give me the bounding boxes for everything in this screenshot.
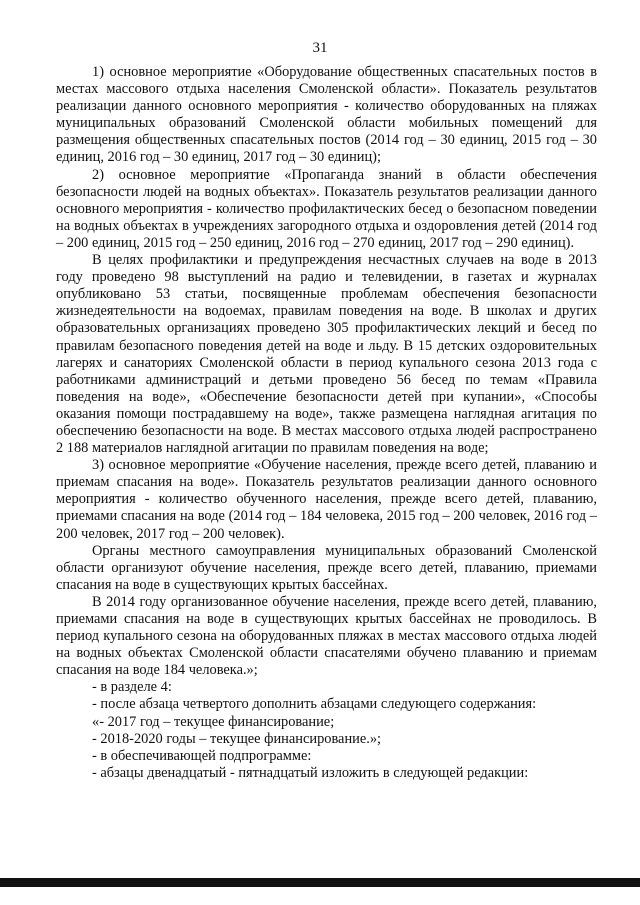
document-body xyxy=(56,64,597,782)
paragraph-measure-3: 3) основное мероприятие «Обучение населения, прежде всего детей, плаванию и приемам спасания на воде». Показатель результатов реализации данного основного мероприятия - количество обученного населения, прежде всего детей, плаванию, приемами спасания на воде (2014 год – 184 человека, 2015 год – 200 человек, 2016 год – 200 человек, 2017 год – 200 человек). xyxy=(56,457,597,542)
paragraph-2014-training: В 2014 году организованное обучение населения, прежде всего детей, плаванию, приемами спасания на воде в существующих крытых бассейнах не проводилось. В период купального сезона на оборудованных пляжах в местах массового отдыха людей на водных объектах Смоленской области спасателями обучено плаванию и приемам спасания на воде 184 человека.»; xyxy=(56,593,597,679)
page-number: 31 xyxy=(312,40,328,56)
list-line: - 2018-2020 годы – текущее финансирование.»; xyxy=(92,730,382,747)
list-line: - абзацы двенадцатый - пятнадцатый изложить в следующей редакции: xyxy=(92,764,529,781)
paragraph-measure-1: 1) основное мероприятие «Оборудование общественных спасательных постов в местах массового отдыха населения Смоленской области». Показатель результатов реализации данного основного мероприятия - количество оборудованных на пляжах муниципальных образований Смоленской области мобильных помещений для размещения общественных спасательных постов (2014 год – 30 единиц, 2015 год – 30 единиц, 2016 год – 30 единиц, 2017 год – 30 единиц); xyxy=(56,64,597,166)
list-line: - в разделе 4: xyxy=(92,679,172,696)
paragraph-prevention: В целях профилактики и предупреждения несчастных случаев на воде в 2013 году проведено 98 выступлений на радио и телевидении, в газетах и журналах опубликовано 53 статьи, посвященные проблемам обеспечения безопасности жизнедеятельности на водоемах, правилам поведения на воде. В школах и других образовательных организациях проведено 305 профилактических лекций и бесед по правилам безопасного поведения детей на воде и льду. В 15 детских оздоровительных лагерях и санаториях Смоленской области в период купального сезона 2013 года с работниками администраций и детьми проведено 56 бесед по темам «Правила поведения на воде», «Обеспечение безопасности детей при купании», «Способы оказания помощи пострадавшему на воде», также размещена наглядная агитация по обеспечению безопасности на воде. В местах массового отдыха людей распространено 2 188 материалов наглядной агитации по правилам поведения на воде; xyxy=(56,252,597,457)
paragraph-measure-2: 2) основное мероприятие «Пропаганда знаний в области обеспечения безопасности людей на водных объектах». Показатель результатов реализации данного основного мероприятия - количество профилактических бесед о безопасном поведении на водных объектах в учреждениях загородного отдыха и оздоровления детей (2014 год – 200 единиц, 2015 год – 250 единиц, 2016 год – 270 единиц, 2017 год – 290 единиц). xyxy=(56,166,597,251)
scan-edge-bar xyxy=(0,878,640,887)
list-line: - в обеспечивающей подпрограмме: xyxy=(92,747,312,764)
list-line: «- 2017 год – текущее финансирование; xyxy=(92,713,335,730)
list-line: - после абзаца четвертого дополнить абзацами следующего содержания: xyxy=(92,696,537,713)
paragraph-local-authorities: Органы местного самоуправления муниципальных образований Смоленской области организуют обучение населения, прежде всего детей, плаванию, приемами спасания на воде в существующих крытых бассейнах. xyxy=(56,542,597,593)
